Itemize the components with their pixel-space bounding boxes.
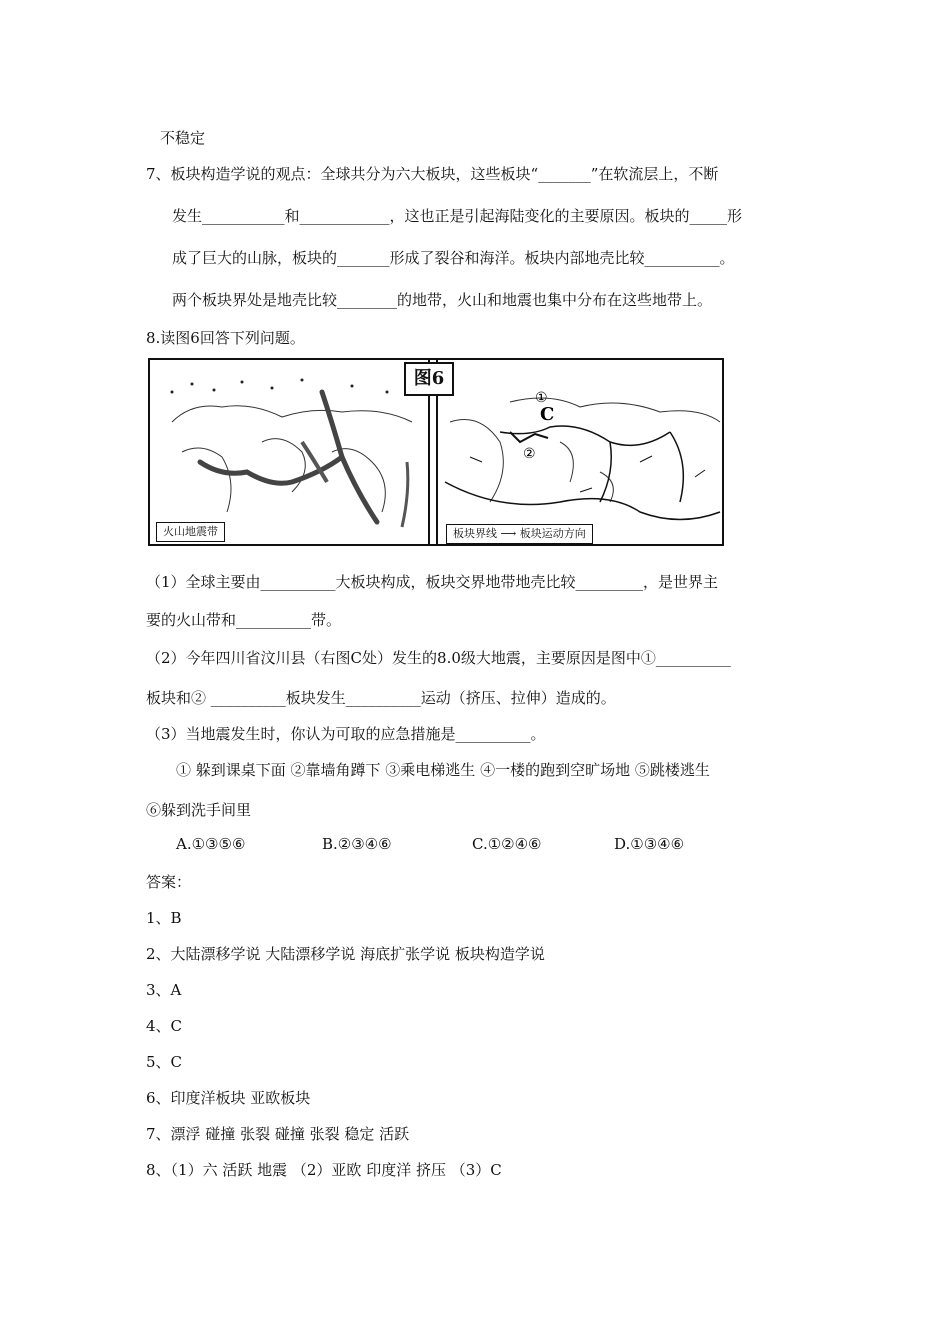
- answer-1: 1、B: [146, 909, 182, 927]
- answer-2: 2、大陆漂移学说 大陆漂移学说 海底扩张学说 板块构造学说: [146, 945, 545, 963]
- figure-6-maps: [148, 358, 724, 546]
- answer-3: 3、A: [146, 981, 182, 999]
- question-8-1-line-2: 要的火山带和__________带。: [146, 611, 342, 629]
- answer-8: 8、（1）六 活跃 地震 （2）亚欧 印度洋 挤压 （3）C: [146, 1161, 502, 1179]
- plate-boundary-map: [440, 362, 722, 542]
- question-8-1-line-1: （1）全球主要由__________大板块构成，板块交界地带地壳比较_________，是世界主: [146, 573, 719, 591]
- option-d: D.①③④⑥: [614, 835, 685, 853]
- question-8-2-line-1: （2）今年四川省汶川县（右图C处）发生的8.0级大地震，主要原因是图中①__________: [146, 649, 731, 667]
- answers-heading: 答案：: [146, 873, 192, 891]
- legend-plate-boundary: 板块界线 ⟶ 板块运动方向: [446, 524, 593, 544]
- option-a: A.①③⑤⑥: [176, 835, 246, 853]
- question-8-3-options-text: ① 躲到课桌下面 ②靠墙角蹲下 ③乘电梯逃生 ④一楼的跑到空旷场地 ⑤跳楼逃生: [176, 761, 710, 779]
- answer-5: 5、C: [146, 1053, 183, 1071]
- question-7-line-2: 发生___________和____________，这也正是引起海陆变化的主要原因。板块的_____形: [172, 207, 743, 225]
- answer-7: 7、漂浮 碰撞 张裂 碰撞 张裂 稳定 活跃: [146, 1125, 410, 1143]
- figure-title: 图6: [404, 362, 454, 396]
- question-8-title: 8.读图6回答下列问题。: [146, 329, 305, 347]
- question-8-3-options-text-2: ⑥躲到洗手间里: [146, 801, 252, 819]
- marker-c: C: [540, 404, 555, 425]
- question-8-3: （3）当地震发生时，你认为可取的应急措施是__________。: [146, 725, 546, 743]
- marker-1: ①: [535, 390, 548, 406]
- legend-volcano-belt: 火山地震带: [156, 522, 225, 542]
- question-8-2-line-2: 板块和② __________板块发生__________运动（挤压、拉伸）造成的。: [146, 689, 616, 707]
- marker-2: ②: [523, 446, 536, 462]
- answer-6: 6、印度洋板块 亚欧板块: [146, 1089, 311, 1107]
- option-b: B.②③④⑥: [322, 835, 392, 853]
- volcano-earthquake-map: [152, 362, 424, 542]
- answer-4: 4、C: [146, 1017, 183, 1035]
- question-7-line-3: 成了巨大的山脉，板块的_______形成了裂谷和海洋。板块内部地壳比较__________。: [172, 249, 735, 267]
- question-7-line-1: 7、板块构造学说的观点：全球共分为六大板块，这些板块“_______”在软流层上，不断: [146, 165, 719, 183]
- option-c: C.①②④⑥: [472, 835, 542, 853]
- line-unstable: 不稳定: [160, 129, 206, 147]
- question-7-line-4: 两个板块界处是地壳比较________的地带，火山和地震也集中分布在这些地带上。: [172, 291, 713, 309]
